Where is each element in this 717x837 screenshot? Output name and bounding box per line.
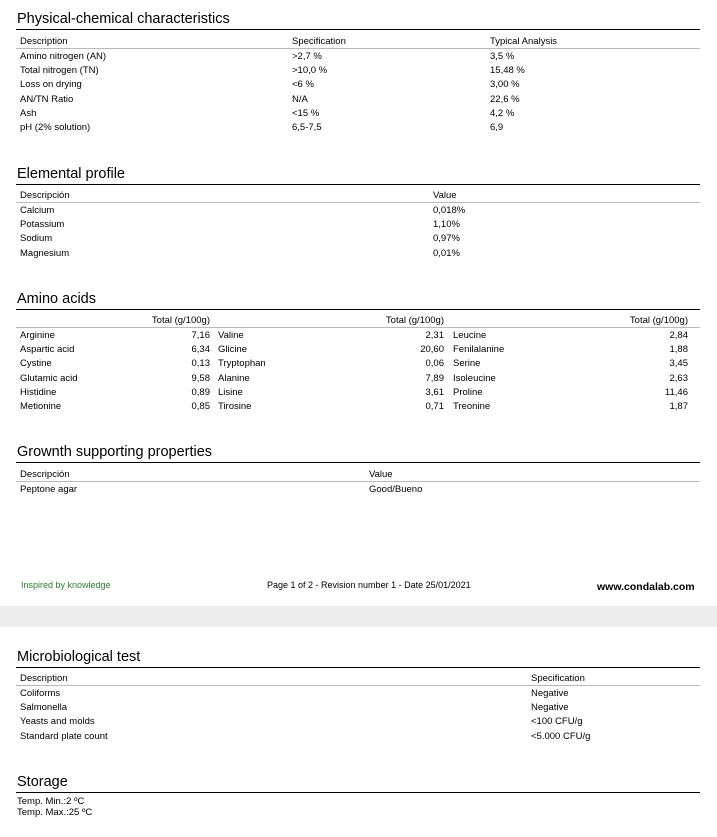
amino-name: Glicine (218, 344, 248, 356)
col-header-description: Descripción (20, 190, 70, 201)
cell-description: Amino nitrogen (AN) (20, 51, 107, 62)
cell-value: 0,01% (433, 247, 460, 259)
cell-typical: 3,5 % (490, 51, 515, 62)
cell-description: Salmonella (20, 702, 67, 714)
header-rule (16, 481, 700, 482)
amino-value: 7,16 (191, 330, 210, 341)
cell-specification: >10,0 % (292, 65, 328, 77)
cell-value: 0,018% (433, 205, 466, 216)
header-rule (16, 327, 700, 328)
amino-name: Histidine (20, 386, 57, 398)
section-title-growth: Grownth supporting properties (17, 444, 213, 460)
cell-description: Yeasts and molds (20, 716, 95, 728)
col-header-description: Descripción (20, 469, 70, 480)
section-rule (16, 309, 700, 310)
col-header-description: Description (20, 36, 68, 47)
storage-temp-max: Temp. Max.:25 ºC (17, 807, 93, 818)
cell-typical: 3,00 % (490, 79, 520, 91)
cell-description: Peptone agar (20, 484, 78, 495)
cell-specification: Negative (531, 702, 569, 714)
cell-value: 0,97% (433, 233, 460, 245)
col-header-value: Value (433, 190, 457, 201)
amino-name: Tryptophan (218, 358, 266, 370)
cell-value: 1,10% (433, 219, 460, 231)
amino-value: 0,13 (191, 358, 210, 370)
section-title-storage: Storage (17, 774, 68, 790)
section-title-physical: Physical-chemical characteristics (17, 11, 230, 27)
amino-value: 2,31 (425, 330, 444, 341)
section-rule (16, 792, 700, 793)
section-title-amino: Amino acids (17, 291, 96, 307)
cell-description: pH (2% solution) (20, 122, 91, 133)
amino-value: 9,58 (191, 372, 210, 384)
col-header-total-3: Total (g/100g) (629, 315, 688, 326)
amino-value: 2,63 (669, 372, 688, 384)
col-header-specification: Specification (292, 36, 346, 47)
cell-description: Standard plate count (20, 730, 108, 742)
cell-description: Loss on drying (20, 79, 82, 91)
amino-name: Alanine (218, 372, 250, 384)
amino-name: Fenilalanine (453, 344, 505, 356)
storage-temp-min: Temp. Min.:2 ºC (17, 796, 85, 807)
amino-name: Treonine (453, 401, 491, 412)
cell-typical: 22,6 % (490, 93, 520, 105)
amino-name: Cystine (20, 358, 52, 370)
amino-value: 1,87 (669, 401, 688, 412)
amino-value: 0,06 (425, 358, 444, 370)
footer-page-info: Page 1 of 2 - Revision number 1 - Date 25/01/2021 (267, 580, 471, 590)
col-header-total-2: Total (g/100g) (385, 315, 444, 326)
cell-typical: 15,48 % (490, 65, 525, 77)
cell-description: Calcium (20, 205, 55, 216)
amino-name: Leucine (453, 330, 487, 341)
amino-value: 20,60 (420, 344, 444, 356)
section-rule (16, 29, 700, 30)
col-header-value: Value (369, 469, 393, 480)
section-rule (16, 184, 700, 185)
page-separator (0, 606, 717, 627)
col-header-typical: Typical Analysis (490, 36, 558, 47)
cell-description: AN/TN Ratio (20, 93, 74, 105)
cell-specification: 6,5-7,5 (292, 122, 322, 133)
section-rule (16, 462, 700, 463)
cell-typical: 6,9 (490, 122, 504, 133)
amino-name: Valine (218, 330, 244, 341)
header-rule (16, 685, 700, 686)
amino-name: Serine (453, 358, 481, 370)
footer-tagline: Inspired by knowledge (21, 580, 111, 590)
footer-website[interactable]: www.condalab.com (597, 581, 695, 593)
amino-value: 3,45 (669, 358, 688, 370)
amino-value: 3,61 (425, 386, 444, 398)
amino-name: Arginine (20, 330, 55, 341)
amino-value: 2,84 (669, 330, 688, 341)
section-rule (16, 667, 700, 668)
cell-specification: <6 % (292, 79, 314, 91)
cell-description: Sodium (20, 233, 53, 245)
amino-name: Aspartic acid (20, 344, 75, 356)
amino-name: Isoleucine (453, 372, 496, 384)
cell-description: Coliforms (20, 688, 61, 699)
amino-name: Glutamic acid (20, 372, 78, 384)
col-header-description: Description (20, 673, 68, 684)
cell-description: Ash (20, 107, 37, 119)
amino-name: Proline (453, 386, 483, 398)
header-rule (16, 202, 700, 203)
amino-value: 0,89 (191, 386, 210, 398)
cell-specification: <5.000 CFU/g (531, 730, 591, 742)
cell-value: Good/Bueno (369, 484, 423, 495)
amino-value: 7,89 (425, 372, 444, 384)
cell-specification: Negative (531, 688, 569, 699)
cell-typical: 4,2 % (490, 107, 515, 119)
section-title-micro: Microbiological test (17, 649, 141, 665)
amino-value: 1,88 (669, 344, 688, 356)
cell-specification: N/A (292, 93, 308, 105)
amino-name: Lisine (218, 386, 243, 398)
col-header-total-1: Total (g/100g) (151, 315, 210, 326)
amino-value: 0,71 (425, 401, 444, 412)
cell-specification: <100 CFU/g (531, 716, 583, 728)
cell-specification: <15 % (292, 107, 320, 119)
header-rule (16, 48, 700, 49)
cell-description: Magnesium (20, 247, 70, 259)
cell-description: Total nitrogen (TN) (20, 65, 99, 77)
amino-name: Tirosine (218, 401, 252, 412)
cell-description: Potassium (20, 219, 65, 231)
cell-specification: >2,7 % (292, 51, 322, 62)
amino-value: 6,34 (191, 344, 210, 356)
section-title-elemental: Elemental profile (17, 166, 125, 182)
amino-name: Metionine (20, 401, 62, 412)
amino-value: 0,85 (191, 401, 210, 412)
amino-value: 11,46 (664, 386, 688, 398)
col-header-specification: Specification (531, 673, 585, 684)
